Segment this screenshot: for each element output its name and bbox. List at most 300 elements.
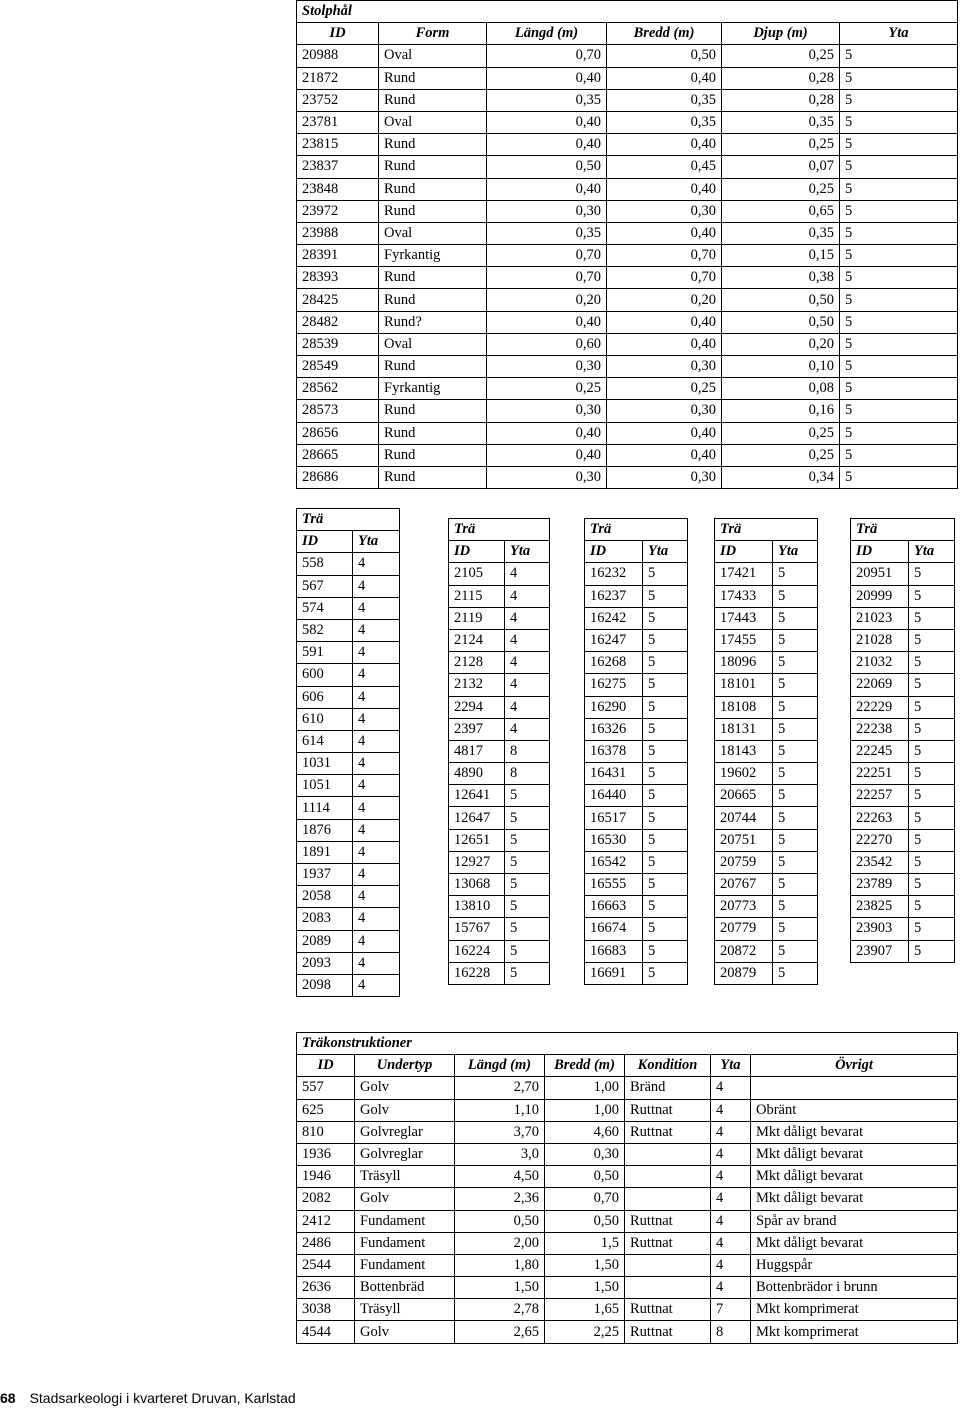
table-row: [715, 629, 818, 651]
table-cell: 22069: [851, 674, 909, 696]
table-cell: 0,40: [487, 422, 607, 444]
table-row: [449, 896, 550, 918]
table-row: [851, 718, 955, 740]
footer-text: Stadsarkeologi i kvarteret Druvan, Karlstad: [29, 1390, 296, 1406]
table-cell: 5: [505, 807, 550, 829]
table-cell: Mkt dåligt bevarat: [751, 1166, 958, 1188]
table-cell: 20988: [297, 45, 379, 67]
table-cell: 5: [909, 807, 955, 829]
table-cell: 20999: [851, 585, 909, 607]
table-cell: 5: [909, 829, 955, 851]
table-row: [585, 696, 688, 718]
table-title: Stolphål: [297, 1, 958, 23]
table-cell: 5: [505, 962, 550, 984]
table-cell: 0,40: [487, 111, 607, 133]
table-cell: 0,30: [607, 200, 722, 222]
column-header: Yta: [711, 1055, 751, 1077]
table-cell: 4: [353, 664, 400, 686]
table-cell: Ruttnat: [625, 1232, 711, 1254]
table-cell: 4: [353, 930, 400, 952]
table-row: [585, 940, 688, 962]
table-row: [449, 563, 550, 585]
table-cell: 1,50: [545, 1277, 625, 1299]
table-cell: 5: [840, 422, 958, 444]
table-cell: 2636: [297, 1277, 355, 1299]
table-row: [297, 67, 958, 89]
table-row: [449, 785, 550, 807]
table-cell: 5: [643, 807, 688, 829]
table-row: [297, 642, 400, 664]
trakonstruktioner-table: [296, 1032, 958, 1344]
table-row: [715, 607, 818, 629]
table-row: [297, 89, 958, 111]
table-cell: 810: [297, 1121, 355, 1143]
table-cell: 0,20: [607, 289, 722, 311]
table-cell: 5: [643, 563, 688, 585]
table-row: [297, 356, 958, 378]
table-row: [851, 607, 955, 629]
table-cell: 0,70: [487, 45, 607, 67]
table-cell: 5: [840, 156, 958, 178]
table-cell: 0,50: [545, 1166, 625, 1188]
table-cell: Mkt dåligt bevarat: [751, 1121, 958, 1143]
table-cell: 0,25: [722, 134, 840, 156]
table-row: [851, 585, 955, 607]
table-cell: 5: [643, 740, 688, 762]
table-cell: 5: [505, 918, 550, 940]
column-header: Djup (m): [722, 23, 840, 45]
table-cell: 4: [711, 1099, 751, 1121]
table-row: [585, 851, 688, 873]
column-header: Yta: [353, 531, 400, 553]
table-row: [297, 1321, 958, 1343]
table-row: [851, 629, 955, 651]
page-footer: [0, 1390, 296, 1406]
table-cell: 0,50: [607, 45, 722, 67]
table-cell: Rund: [379, 289, 487, 311]
table-cell: 16224: [449, 940, 505, 962]
table-cell: 5: [909, 763, 955, 785]
table-cell: 2486: [297, 1232, 355, 1254]
table-row: [297, 333, 958, 355]
table-cell: 4: [505, 563, 550, 585]
table-row: [851, 785, 955, 807]
table-cell: 5: [773, 763, 818, 785]
table-cell: 0,70: [545, 1188, 625, 1210]
table-cell: 5: [909, 896, 955, 918]
table-cell: Bottenbräd: [355, 1277, 455, 1299]
table-cell: 0,70: [487, 267, 607, 289]
table-cell: 5: [909, 874, 955, 896]
table-row: [297, 553, 400, 575]
table-cell: 23903: [851, 918, 909, 940]
table-cell: Mkt komprimerat: [751, 1299, 958, 1321]
table-cell: 4: [353, 819, 400, 841]
table-cell: 4: [711, 1143, 751, 1165]
table-cell: 558: [297, 553, 353, 575]
table-cell: 18143: [715, 740, 773, 762]
table-cell: 5: [909, 607, 955, 629]
table-cell: Obränt: [751, 1099, 958, 1121]
table-cell: 16440: [585, 785, 643, 807]
table-row: [297, 597, 400, 619]
table-row: [449, 740, 550, 762]
table-row: [715, 918, 818, 940]
table-row: [449, 940, 550, 962]
table-cell: 16517: [585, 807, 643, 829]
table-cell: 17421: [715, 563, 773, 585]
table-cell: 16674: [585, 918, 643, 940]
table-cell: 16228: [449, 962, 505, 984]
table-cell: Oval: [379, 111, 487, 133]
table-row: [297, 930, 400, 952]
table-cell: 23781: [297, 111, 379, 133]
table-cell: 5: [773, 696, 818, 718]
table-cell: Rund: [379, 134, 487, 156]
table-row: [297, 664, 400, 686]
table-title: Trä: [715, 519, 818, 541]
table-cell: 5: [840, 289, 958, 311]
table-cell: 1114: [297, 797, 353, 819]
table-cell: Rund?: [379, 311, 487, 333]
table-cell: Oval: [379, 45, 487, 67]
table-cell: 5: [909, 785, 955, 807]
table-cell: 574: [297, 597, 353, 619]
table-cell: 1937: [297, 864, 353, 886]
table-title: Trä: [585, 519, 688, 541]
table-cell: 0,40: [607, 178, 722, 200]
table-cell: 5: [773, 674, 818, 696]
table-cell: 5: [773, 785, 818, 807]
table-row: [851, 918, 955, 940]
table-cell: Fundament: [355, 1232, 455, 1254]
table-cell: Fundament: [355, 1254, 455, 1276]
table-row: [585, 829, 688, 851]
table-cell: 5: [773, 896, 818, 918]
table-cell: 0,30: [487, 400, 607, 422]
table-cell: 614: [297, 730, 353, 752]
table-row: [449, 718, 550, 740]
column-header: Yta: [909, 541, 955, 563]
table-cell: Fundament: [355, 1210, 455, 1232]
table-cell: 16378: [585, 740, 643, 762]
table-cell: 4: [353, 974, 400, 996]
table-row: [449, 674, 550, 696]
table-cell: 16663: [585, 896, 643, 918]
table-cell: 12927: [449, 851, 505, 873]
table-row: [851, 940, 955, 962]
table-cell: 1891: [297, 841, 353, 863]
table-cell: 28539: [297, 333, 379, 355]
table-cell: 21028: [851, 629, 909, 651]
table-cell: 16242: [585, 607, 643, 629]
table-cell: 5: [840, 466, 958, 488]
table-cell: 5: [840, 200, 958, 222]
table-cell: 4: [353, 575, 400, 597]
table-cell: 600: [297, 664, 353, 686]
table-row: [715, 674, 818, 696]
table-cell: 2397: [449, 718, 505, 740]
table-cell: 0,20: [487, 289, 607, 311]
table-cell: 0,25: [487, 378, 607, 400]
table-cell: 1,50: [455, 1277, 545, 1299]
column-header: ID: [297, 23, 379, 45]
table-cell: 2083: [297, 908, 353, 930]
table-cell: 0,30: [487, 200, 607, 222]
table-cell: 4: [353, 642, 400, 664]
table-cell: 4817: [449, 740, 505, 762]
table-cell: 5: [773, 874, 818, 896]
column-header: Längd (m): [455, 1055, 545, 1077]
table-cell: 22257: [851, 785, 909, 807]
table-cell: Golv: [355, 1188, 455, 1210]
table-cell: 23542: [851, 851, 909, 873]
column-header: Yta: [505, 541, 550, 563]
table-cell: 0,30: [607, 400, 722, 422]
tra-table-2: [448, 518, 550, 985]
table-cell: Rund: [379, 156, 487, 178]
table-cell: 5: [840, 444, 958, 466]
column-header: ID: [297, 531, 353, 553]
table-cell: 18096: [715, 652, 773, 674]
table-cell: 0,35: [722, 222, 840, 244]
table-cell: 23848: [297, 178, 379, 200]
table-cell: 20773: [715, 896, 773, 918]
table-cell: 0,40: [487, 178, 607, 200]
table-cell: 13068: [449, 874, 505, 896]
table-cell: 20759: [715, 851, 773, 873]
table-cell: 2412: [297, 1210, 355, 1232]
table-cell: Oval: [379, 222, 487, 244]
table-cell: 0,60: [487, 333, 607, 355]
table-row: [297, 222, 958, 244]
table-cell: 5: [643, 874, 688, 896]
table-row: [585, 962, 688, 984]
table-cell: 16268: [585, 652, 643, 674]
table-cell: 3,0: [455, 1143, 545, 1165]
table-cell: 17433: [715, 585, 773, 607]
table-cell: 1,5: [545, 1232, 625, 1254]
column-header: Yta: [840, 23, 958, 45]
table-row: [585, 763, 688, 785]
tra-table-1: [296, 508, 400, 997]
table-cell: 0,30: [487, 466, 607, 488]
table-cell: 5: [643, 896, 688, 918]
table-cell: 4: [353, 952, 400, 974]
table-cell: 2093: [297, 952, 353, 974]
table-cell: 5: [773, 940, 818, 962]
table-cell: 28391: [297, 245, 379, 267]
table-row: [715, 785, 818, 807]
table-cell: 0,25: [607, 378, 722, 400]
table-cell: 5: [840, 178, 958, 200]
table-cell: Rund: [379, 67, 487, 89]
table-cell: 5: [643, 674, 688, 696]
table-cell: 5: [840, 222, 958, 244]
table-cell: 0,20: [722, 333, 840, 355]
table-row: [297, 200, 958, 222]
table-row: [715, 652, 818, 674]
table-cell: Träsyll: [355, 1299, 455, 1321]
table-row: [297, 797, 400, 819]
table-cell: 582: [297, 619, 353, 641]
table-cell: Rund: [379, 178, 487, 200]
table-cell: 2,70: [455, 1077, 545, 1099]
table-row: [715, 563, 818, 585]
table-cell: 2124: [449, 629, 505, 651]
table-cell: 0,50: [722, 311, 840, 333]
table-row: [297, 753, 400, 775]
table-row: [449, 585, 550, 607]
table-cell: 4,50: [455, 1166, 545, 1188]
table-cell: Ruttnat: [625, 1099, 711, 1121]
table-row: [851, 652, 955, 674]
table-cell: 3,70: [455, 1121, 545, 1143]
table-cell: 1,80: [455, 1254, 545, 1276]
column-header: ID: [715, 541, 773, 563]
table-row: [715, 696, 818, 718]
table-cell: 610: [297, 708, 353, 730]
table-cell: 0,40: [607, 422, 722, 444]
table-cell: 5: [773, 629, 818, 651]
table-row: [297, 134, 958, 156]
table-cell: 606: [297, 686, 353, 708]
table-cell: 0,40: [607, 134, 722, 156]
table-cell: 2105: [449, 563, 505, 585]
table-cell: 5: [773, 851, 818, 873]
table-row: [297, 1077, 958, 1099]
table-cell: 20879: [715, 962, 773, 984]
table-cell: Träsyll: [355, 1166, 455, 1188]
table-row: [851, 674, 955, 696]
table-cell: Rund: [379, 89, 487, 111]
table-title: Trä: [297, 509, 400, 531]
column-header: Kondition: [625, 1055, 711, 1077]
table-cell: 0,40: [487, 134, 607, 156]
table-cell: 16555: [585, 874, 643, 896]
table-cell: 0,30: [545, 1143, 625, 1165]
table-row: [449, 962, 550, 984]
table-cell: 4: [353, 775, 400, 797]
table-cell: 4: [711, 1254, 751, 1276]
table-cell: 0,70: [607, 245, 722, 267]
table-cell: 5: [773, 740, 818, 762]
table-row: [297, 775, 400, 797]
table-cell: 5: [643, 585, 688, 607]
table-row: [851, 829, 955, 851]
table-cell: 1946: [297, 1166, 355, 1188]
table-cell: 16275: [585, 674, 643, 696]
table-row: [449, 629, 550, 651]
table-cell: 5: [773, 807, 818, 829]
table-row: [297, 466, 958, 488]
table-cell: 0,40: [607, 444, 722, 466]
table-row: [297, 1210, 958, 1232]
table-row: [297, 575, 400, 597]
table-cell: 20744: [715, 807, 773, 829]
table-row: [585, 629, 688, 651]
table-cell: 5: [505, 896, 550, 918]
table-cell: 28562: [297, 378, 379, 400]
table-cell: 12647: [449, 807, 505, 829]
table-cell: 5: [643, 607, 688, 629]
table-cell: 5: [643, 629, 688, 651]
table-cell: 15767: [449, 918, 505, 940]
table-cell: 5: [840, 111, 958, 133]
table-cell: 5: [773, 718, 818, 740]
table-cell: 23752: [297, 89, 379, 111]
table-cell: 4: [711, 1232, 751, 1254]
table-cell: 2115: [449, 585, 505, 607]
table-cell: Mkt dåligt bevarat: [751, 1188, 958, 1210]
page-number: 68: [0, 1390, 16, 1406]
table-cell: 4,60: [545, 1121, 625, 1143]
table-cell: 5: [773, 962, 818, 984]
column-header: Form: [379, 23, 487, 45]
table-cell: 4: [505, 718, 550, 740]
table-cell: 1051: [297, 775, 353, 797]
table-cell: 0,40: [487, 444, 607, 466]
table-cell: 5: [773, 829, 818, 851]
table-row: [297, 178, 958, 200]
table-cell: 5: [643, 652, 688, 674]
table-cell: Fyrkantig: [379, 245, 487, 267]
column-header: Övrigt: [751, 1055, 958, 1077]
table-cell: Golvreglar: [355, 1143, 455, 1165]
table-row: [585, 585, 688, 607]
table-row: [715, 940, 818, 962]
table-row: [297, 1299, 958, 1321]
tra-table-4: [714, 518, 818, 985]
table-cell: 5: [909, 629, 955, 651]
table-cell: 1,00: [545, 1077, 625, 1099]
table-cell: 5: [643, 718, 688, 740]
table-row: [585, 674, 688, 696]
table-cell: 0,40: [487, 311, 607, 333]
table-cell: 1031: [297, 753, 353, 775]
table-cell: 0,25: [722, 422, 840, 444]
table-cell: 0,28: [722, 67, 840, 89]
table-cell: 28665: [297, 444, 379, 466]
table-row: [715, 874, 818, 896]
table-cell: 0,07: [722, 156, 840, 178]
table-cell: Huggspår: [751, 1254, 958, 1276]
table-row: [297, 1143, 958, 1165]
table-cell: 0,70: [607, 267, 722, 289]
table-cell: 1,50: [545, 1254, 625, 1276]
table-cell: 4: [353, 708, 400, 730]
table-row: [297, 708, 400, 730]
table-cell: 0,30: [607, 356, 722, 378]
table-row: [449, 652, 550, 674]
table-cell: 28482: [297, 311, 379, 333]
table-cell: Bränd: [625, 1077, 711, 1099]
table-cell: [625, 1254, 711, 1276]
table-cell: 23837: [297, 156, 379, 178]
table-row: [449, 874, 550, 896]
table-cell: 2,36: [455, 1188, 545, 1210]
table-cell: 5: [643, 829, 688, 851]
table-row: [585, 718, 688, 740]
table-row: [297, 289, 958, 311]
table-cell: 12651: [449, 829, 505, 851]
table-cell: 0,25: [722, 178, 840, 200]
table-cell: 21872: [297, 67, 379, 89]
column-header: Bredd (m): [545, 1055, 625, 1077]
table-cell: 5: [773, 585, 818, 607]
table-row: [297, 819, 400, 841]
column-header: Längd (m): [487, 23, 607, 45]
